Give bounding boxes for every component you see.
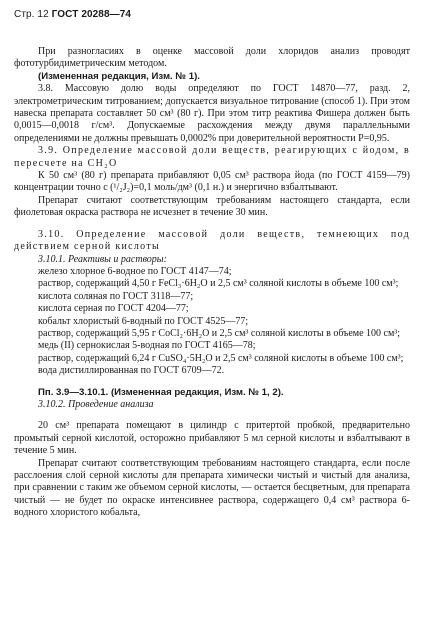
paragraph: К 50 см³ (80 г) препарата прибавляют 0,05 см³ раствора йода (по ГОСТ 4159—79) концентрации точно с (¹/₂J₂)=0,1 моль/дм³ (0,1 н.) и энергично взбалтывают. bbox=[14, 170, 410, 194]
paragraph: Препарат считают соответствующим требованиям настоящего стандарта, если фиолетовая окраска раствора не исчезнет в течение 30 мин. bbox=[14, 194, 410, 219]
paragraph: 20 см³ препарата помещают в цилиндр с притертой пробкой, предварительно промытый серной кислотой, осторожно прибавляют 5 мл серной кислоты и взбалтывают в течение 5 мин. bbox=[14, 420, 410, 457]
reagent-item: железо хлорное 6-водное по ГОСТ 4147—74; bbox=[38, 265, 232, 277]
page-number: Стр. 12 bbox=[14, 9, 49, 20]
amendment-note: (Измененная редакция, Изм. № 1). bbox=[38, 70, 200, 82]
section-3-9-heading: 3.9. Определение массовой доли веществ, реагирующих с йодом, в пересчете на CH₂O bbox=[14, 145, 410, 169]
reagent-item: кислота серная по ГОСТ 4204—77; bbox=[38, 303, 189, 315]
reagent-item: раствор, содержащий 4,50 г FeCl₃·6H₂O и 2,5 см³ соляной кислоты в объеме 100 см³; bbox=[38, 278, 399, 290]
paragraph: При разногласиях в оценке массовой доли хлоридов анализ проводят фототурбидиметрическим методом. bbox=[14, 46, 410, 70]
amendment-note: Пп. 3.9—3.10.1. (Измененная редакция, Изм. № 1, 2). bbox=[38, 386, 284, 398]
section-3-10-2-heading: 3.10.2. Проведение анализа bbox=[38, 398, 154, 410]
section-3-8: 3.8. Массовую долю воды определяют по ГОСТ 14870—77, разд. 2, электрометрическим титрованием; допускается визуальное титрование (способ 1). При этом навеска препарата составляет 50 см³ (80 г). При этом титр реактива Фишера должен быть 0,0015—0,0018 г/см³. Допускаемые расхождения между двумя параллельными определениями не должны превышать 0,0002% при доверительной вероятности P=0,95. bbox=[14, 83, 410, 144]
reagent-item: кислота соляная по ГОСТ 3118—77; bbox=[38, 290, 194, 302]
paragraph: Препарат считают соответствующим требованиям настоящего стандарта, если после расслоения слой серной кислоты для препарата химически чистый и чистый для анализа, при сравнении с таким же объемом серной кислоты, — остается бесцветным, для препарата чистый — не будет по окраске интенсивнее раствора, содержащего 0,4 см³ раствора 6-водного хлористого кобальта, bbox=[14, 457, 410, 519]
section-3-10-heading: 3.10. Определение массовой доли веществ, темнеющих под действием серной кислоты bbox=[14, 228, 410, 253]
reagent-item: вода дистиллированная по ГОСТ 6709—72. bbox=[38, 365, 225, 377]
document-body bbox=[14, 46, 410, 520]
section-3-10-1-heading: 3.10.1. Реактивы и растворы: bbox=[38, 253, 167, 265]
reagent-item: кобальт хлористый 6-водный по ГОСТ 4525—77; bbox=[38, 315, 249, 327]
standard-number: ГОСТ 20288—74 bbox=[51, 9, 132, 20]
reagent-item: раствор, содержащий 6,24 г CuSO₄·5H₂O и 2,5 см³ соляной кислоты в объеме 100 см³; bbox=[38, 352, 404, 364]
page-header bbox=[14, 9, 131, 20]
reagent-item: раствор, содержащий 5,95 г CoCl₂·6H₂O и 2,5 см³ соляной кислоты в объеме 100 см³; bbox=[38, 327, 401, 339]
reagent-item: медь (II) сернокислая 5-водная по ГОСТ 4165—78; bbox=[38, 340, 256, 352]
